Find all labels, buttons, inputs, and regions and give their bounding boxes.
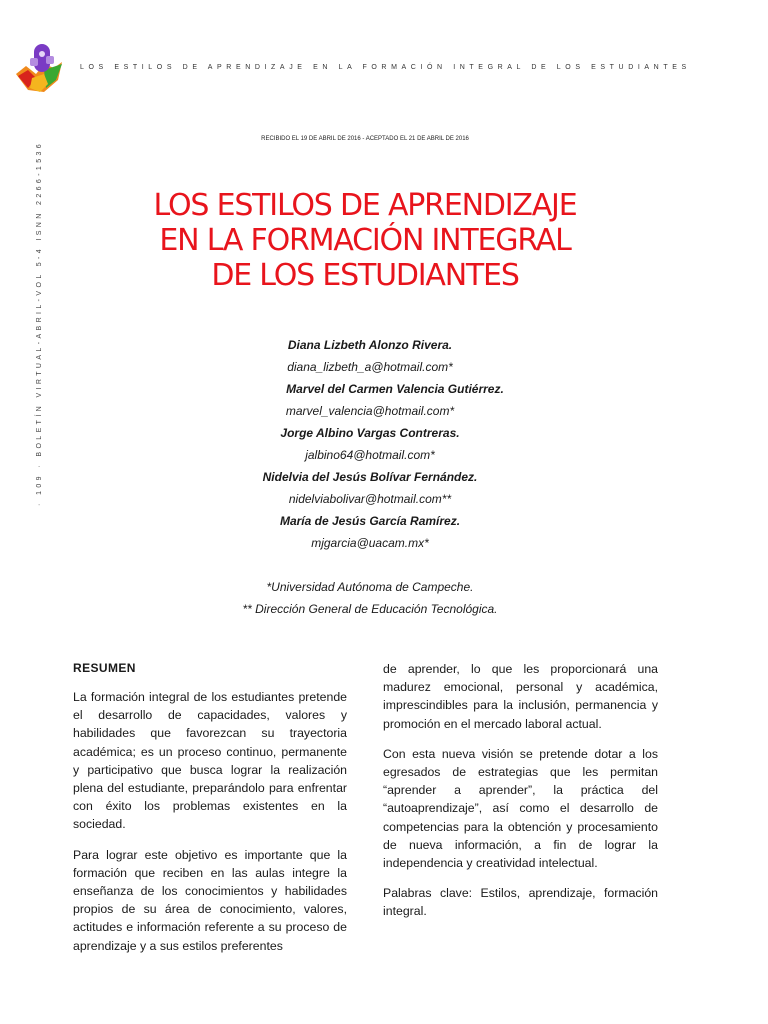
abstract-column-right (383, 660, 658, 933)
author-email: mjgarcia@uacam.mx* (311, 536, 429, 550)
abstract-paragraph: La formación integral de los estudiantes pretende el desarrollo de capacidades, valores y habilidades que favorezcan su trayectoria académica; es un proceso continuo, permanente y participativo que busca lograr la realización plena del estudiante, preparándolo para enfrentar con éxito los problemas existentes en la sociedad. (73, 690, 347, 832)
author-name: Marvel del Carmen Valencia Gutiérrez. (286, 382, 504, 396)
author-list (140, 334, 600, 554)
keywords: Palabras clave: Estilos, aprendizaje, formación integral. (383, 886, 658, 919)
affiliations (140, 576, 600, 620)
affiliation-dget: ** Dirección General de Educación Tecnológica. (242, 602, 498, 616)
received-accepted-dates: RECIBIDO EL 19 DE ABRIL DE 2016 - ACEPTADO EL 21 DE ABRIL DE 2016 (261, 136, 469, 142)
author-name: Jorge Albino Vargas Contreras. (280, 426, 460, 440)
author-name: María de Jesús García Ramírez. (279, 514, 461, 528)
abstract-paragraph: de aprender, lo que les proporcionará una madurez emocional, personal y académica, imprescindibles para la inclusión, permanencia y promoción en el mercado laboral actual. (383, 662, 658, 731)
abstract-paragraph: Con esta nueva visión se pretende dotar a los egresados de estrategias que les permitan “aprender a aprender”, la práctica del “autoaprendizaje”, así como el desarrollo de competencias para la obtención y procesamiento de nueva información, a fin de lograr la independencia y creatividad intelectual. (383, 746, 658, 871)
title-line-1: LOS ESTILOS DE APRENDIZAJE (153, 188, 577, 223)
abstract-column-left (73, 660, 347, 967)
author-name: Diana Lizbeth Alonzo Rivera. (287, 338, 453, 352)
journal-logo-icon (14, 40, 66, 96)
author-email: diana_lizbeth_a@hotmail.com* (287, 360, 453, 374)
author-name: Nidelvia del Jesús Bolívar Fernández. (262, 470, 478, 484)
article-title (90, 188, 640, 293)
running-header: LOS ESTILOS DE APRENDIZAJE EN LA FORMACIÓN INTEGRAL DE LOS ESTUDIANTES (80, 64, 691, 71)
title-line-3: DE LOS ESTUDIANTES (211, 258, 519, 293)
title-line-2: EN LA FORMACIÓN INTEGRAL (159, 223, 571, 258)
side-journal-info: · 109 · BOLETÍN VIRTUAL-ABRIL-VOL 5-4 ISNN 2266-1536 (36, 140, 43, 506)
author-email: nidelviabolivar@hotmail.com** (288, 492, 452, 506)
author-email: jalbino64@hotmail.com* (305, 448, 435, 462)
abstract-paragraph: Para lograr este objetivo es importante que la formación que reciben en las aulas integre la enseñanza de los conocimientos y habilidades propios de su área de conocimiento, valores, actitudes e información referente a su proceso de aprendizaje y a sus estilos preferentes (73, 847, 347, 953)
abstract-heading: RESUMEN (73, 661, 136, 675)
author-email: marvel_valencia@hotmail.com* (285, 404, 455, 418)
affiliation-campeche: *Universidad Autónoma de Campeche. (266, 580, 474, 594)
